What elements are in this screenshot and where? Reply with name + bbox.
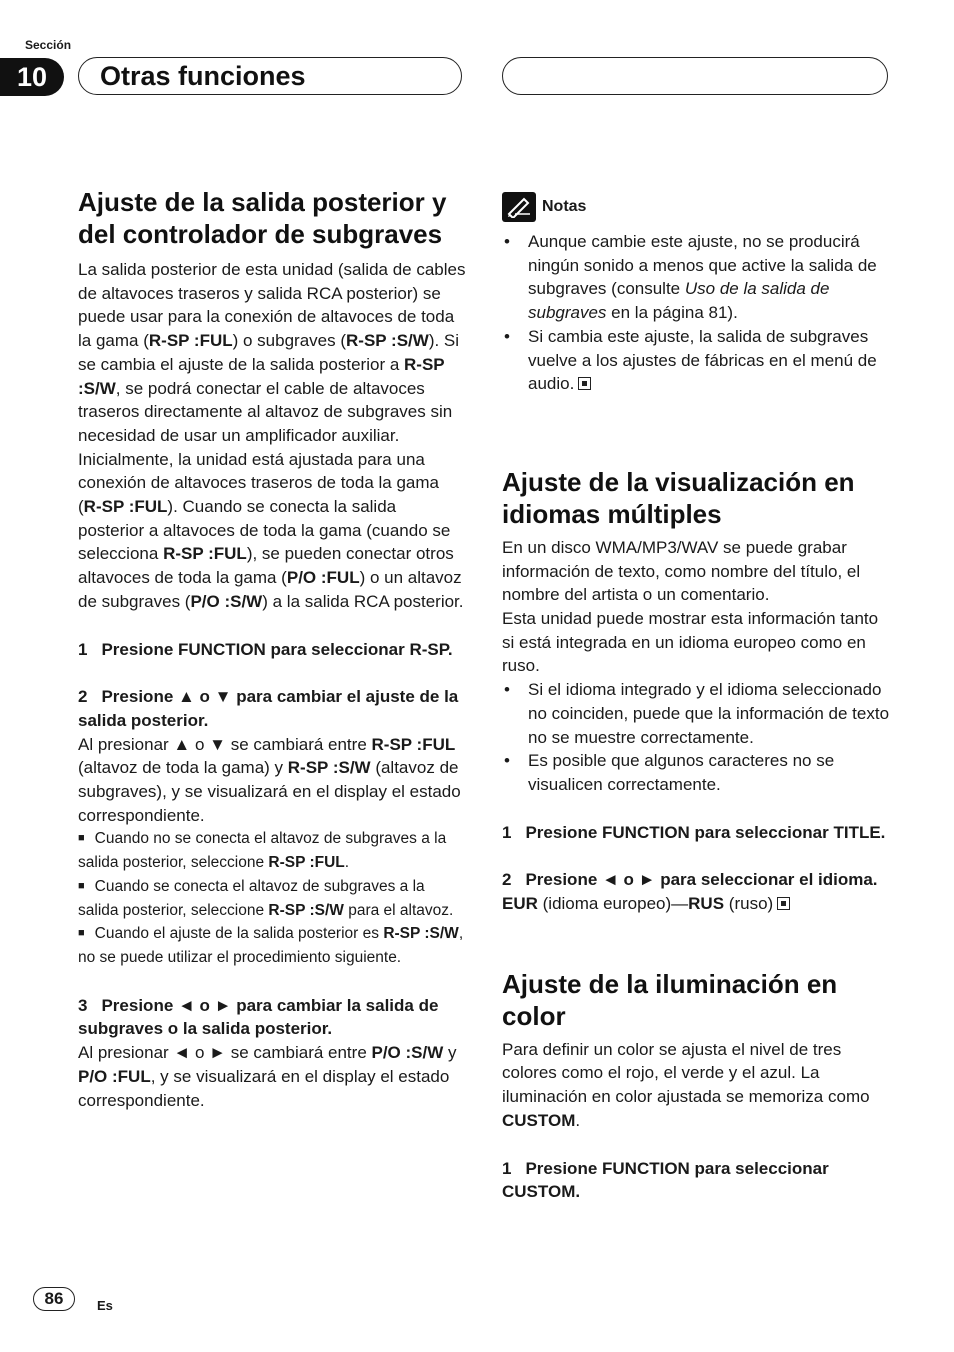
bullet-icon: • xyxy=(504,751,510,771)
pencil-icon xyxy=(502,192,536,222)
notes-header xyxy=(502,192,890,222)
section-right-frame xyxy=(502,57,888,95)
language-code: Es xyxy=(97,1298,113,1313)
square-bullet-icon: ■ xyxy=(78,832,85,845)
language-p1: En un disco WMA/MP3/WAV se puede grabar información de texto, como nombre del título, el nombre del artista o un comentario. xyxy=(502,537,861,605)
color-heading: Ajuste de la iluminación en color xyxy=(502,968,838,1031)
square-bullet-icon: ■ xyxy=(78,879,85,892)
rear-output-intro: La salida posterior de esta unidad (salida de cables de altavoces traseros y salida RCA posterior) se puede usar para la conexión de altavoces de toda la gama (R-SP :FUL) o subgraves (R-SP :S/W). Si se cambia el ajuste de la salida posterior a R-SP :S/W, se podrá conectar el cable de altavoces traseros directamente al altavoz de subgraves sin necesidad de usar un amplificador auxiliar. xyxy=(78,260,466,445)
page-number: 86 xyxy=(33,1287,75,1311)
step-2-body: Al presionar ▲ o ▼ se cambiará entre R-SP :FUL (altavoz de toda la gama) y R-SP :S/W (altavoz de subgraves), y se visualizará en el display el estado correspondiente. xyxy=(78,734,461,825)
note-item: ■ Cuando se conecta el altavoz de subgraves a la salida posterior, seleccione R-SP :S/W para el altavoz. xyxy=(78,877,454,919)
step-1: 1 Presione FUNCTION para seleccionar R-SP. xyxy=(78,639,453,659)
color-p1: Para definir un color se ajusta el nivel de tres colores como el rojo, el verde y el azul. La iluminación en color ajustada se memoriza como CUSTOM. xyxy=(502,1039,870,1130)
section-number: 10 xyxy=(0,58,64,96)
language-p2: Esta unidad puede mostrar esta información tanto si está integrada en un idioma europeo como en ruso. xyxy=(502,609,879,676)
notes-list xyxy=(502,230,890,396)
bullet-icon: • xyxy=(504,232,510,251)
right-column xyxy=(502,192,890,1204)
note-item: • Si cambia este ajuste, la salida de subgraves vuelve a los ajustes de fábricas en el menú de audio. xyxy=(504,326,877,394)
rear-output-intro-2: Inicialmente, la unidad está ajustada para una conexión de altavoces traseros de toda la gama (R-SP :FUL). Cuando se conecta la salida posterior a altavoces de toda la gama (cuando se selecciona R-SP :FUL), se pueden conectar otros altavoces de toda la gama (P/O :FUL) o un altavoz de subgraves (P/O :S/W) a la salida RCA posterior. xyxy=(78,449,464,611)
note-item: • Aunque cambie este ajuste, no se producirá ningún sonido a menos que active la salida de subgraves (consulte Uso de la salida de subgraves en la página 81). xyxy=(504,232,877,323)
color-step-1: 1 Presione FUNCTION para seleccionar CUSTOM. xyxy=(502,1158,829,1202)
bullet-icon: • xyxy=(504,680,510,700)
end-mark-icon xyxy=(578,377,591,390)
language-step-1: 1 Presione FUNCTION para seleccionar TITLE. xyxy=(502,822,886,842)
notes-label: Notas xyxy=(542,198,587,215)
bullet-item: • Es posible que algunos caracteres no se visualicen correctamente. xyxy=(504,751,835,794)
section-label: Sección xyxy=(25,38,72,52)
end-mark-icon xyxy=(777,897,790,910)
square-bullet-icon: ■ xyxy=(78,927,85,940)
language-step-2: 2 Presione ◄ o ► para seleccionar el idioma. xyxy=(502,870,878,890)
bullet-icon: • xyxy=(504,326,510,346)
bullet-item: • Si el idioma integrado y el idioma seleccionado no coinciden, puede que la información de texto no se muestre correctamente. xyxy=(504,680,890,747)
language-options: EUR (idioma europeo)—RUS (ruso) xyxy=(502,892,890,916)
step-3-body: Al presionar ◄ o ► se cambiará entre P/O :S/W y P/O :FUL, y se visualizará en el display el estado correspondiente. xyxy=(78,1043,457,1110)
language-bullets xyxy=(502,678,890,797)
language-heading: Ajuste de la visualización en idiomas múltiples xyxy=(502,466,855,529)
note-item: ■ Cuando no se conecta el altavoz de subgraves a la salida posterior, seleccione R-SP :FUL. xyxy=(78,830,447,872)
step-2: 2 Presione ▲ o ▼ para cambiar el ajuste de la salida posterior. xyxy=(78,687,459,730)
rear-output-heading: Ajuste de la salida posterior y del controlador de subgraves xyxy=(78,187,447,249)
note-item: ■ Cuando el ajuste de la salida posterior es R-SP :S/W, no se puede utilizar el procedimiento siguiente. xyxy=(78,925,464,966)
section-title: Otras funciones xyxy=(100,61,306,91)
step-3: 3 Presione ◄ o ► para cambiar la salida de subgraves o la salida posterior. xyxy=(78,995,439,1039)
left-column xyxy=(78,186,466,1112)
